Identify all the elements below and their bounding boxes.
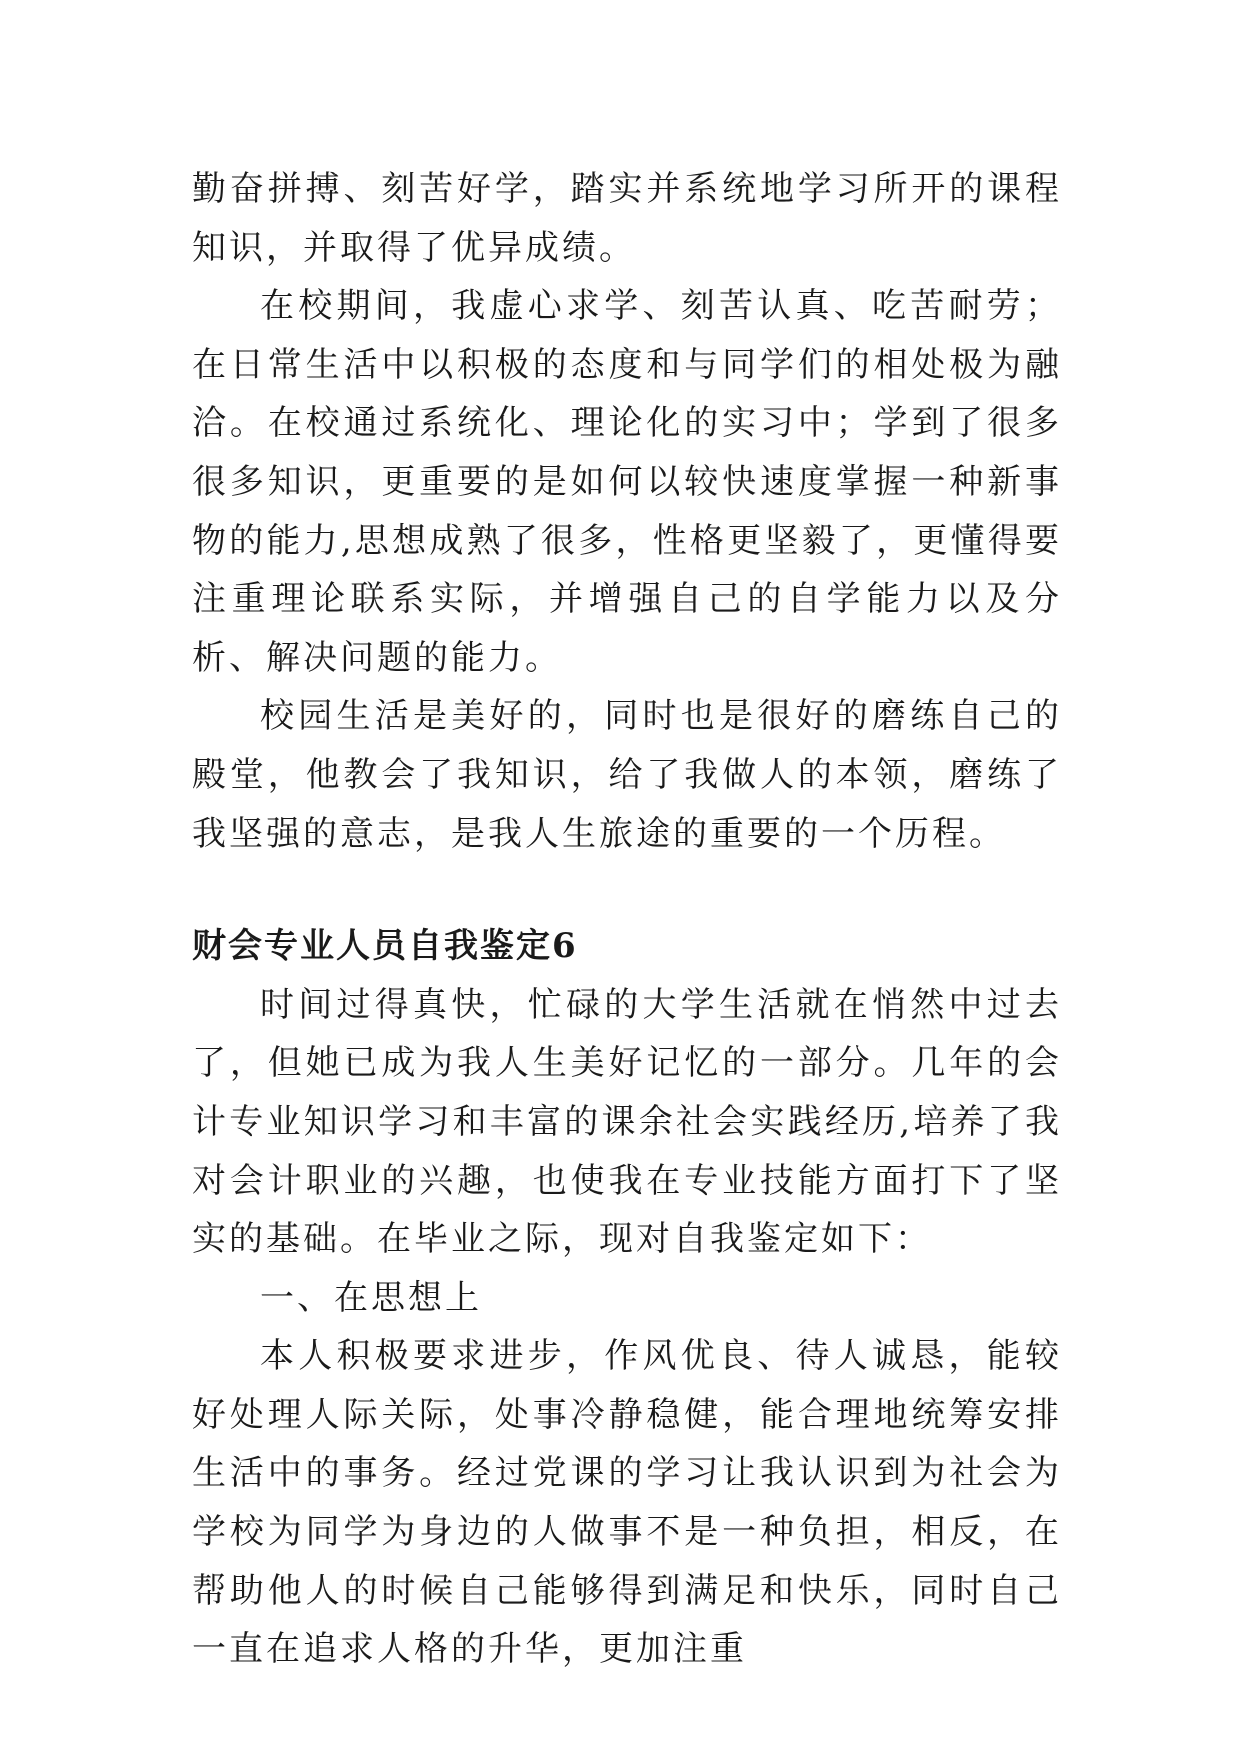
paragraph: 勤奋拼搏、刻苦好学，踏实并系统地学习所开的课程知识，并取得了优异成绩。: [192, 169, 1062, 268]
document-body: [192, 160, 1062, 1679]
paragraph: 校园生活是美好的，同时也是很好的磨练自己的殿堂，他教会了我知识，给了我做人的本领，磨练了我坚强的意志，是我人生旅途的重要的一个历程。: [192, 696, 1062, 854]
paragraph: 时间过得真快，忙碌的大学生活就在悄然中过去了，但她已成为我人生美好记忆的一部分。几年的会计专业知识学习和丰富的课余社会实践经历,培养了我对会计职业的兴趣，也使我在专业技能方面打下了坚实的基础。在毕业之际，现对自我鉴定如下：: [192, 984, 1062, 1260]
paragraph: 本人积极要求进步，作风优良、待人诚恳，能较好处理人际关际，处事冷静稳健，能合理地统筹安排生活中的事务。经过党课的学习让我认识到为社会为学校为同学为身边的人做事不是一种负担，相反，在帮助他人的时候自己能够得到满足和快乐，同时自己一直在追求人格的升华，更加注重: [192, 1336, 1062, 1670]
section-title: 财会专业人员自我鉴定6: [192, 926, 578, 967]
paragraph: 在校期间，我虚心求学、刻苦认真、吃苦耐劳；在日常生活中以积极的态度和与同学们的相处极为融洽。在校通过系统化、理论化的实习中；学到了很多很多知识，更重要的是如何以较快速度掌握一种新事物的能力,思想成熟了很多，性格更坚毅了，更懂得要注重理论联系实际，并增强自己的自学能力以及分析、解决问题的能力。: [192, 286, 1062, 678]
subheading-paragraph: 一、在思想上: [260, 1277, 482, 1318]
